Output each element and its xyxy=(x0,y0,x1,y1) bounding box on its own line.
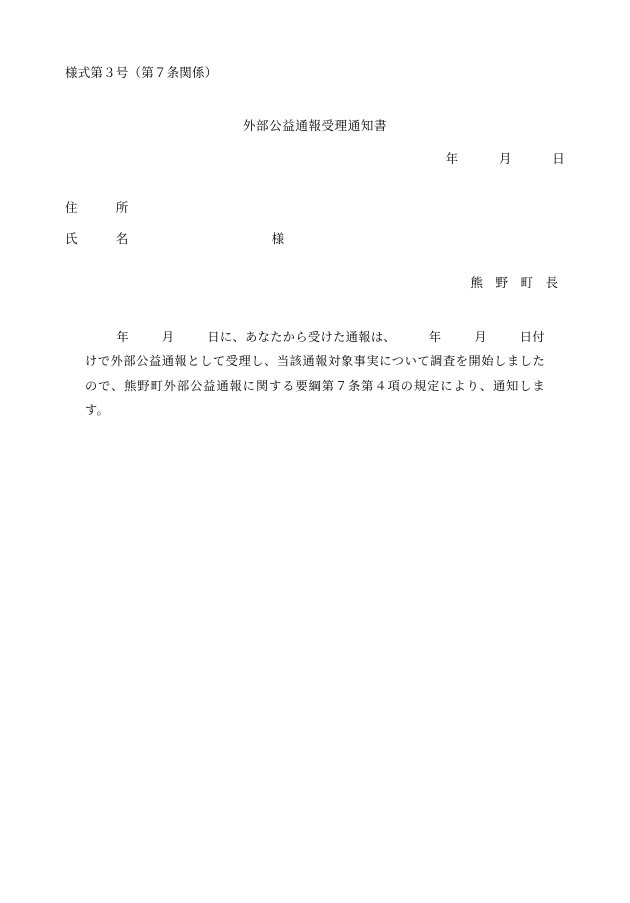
name-row xyxy=(65,229,284,247)
issuer-title: 熊 野 町 長 xyxy=(470,276,558,290)
body-paragraph xyxy=(85,325,545,423)
form-number: 様式第３号（第７条関係） xyxy=(65,66,218,80)
body-segment-year-1: 年 xyxy=(116,330,130,344)
body-segment-month-1: 月 xyxy=(161,330,175,344)
address-label: 住 所 xyxy=(65,201,129,215)
body-segment-3: 日に、あなたから受けた通報は、 xyxy=(207,330,396,344)
body-segment-month-2: 月 xyxy=(474,330,487,344)
date-day-label: 日 xyxy=(552,152,565,166)
name-honorific: 様 xyxy=(271,232,285,246)
name-label: 氏 名 xyxy=(65,232,129,246)
document-title: 外部公益通報受理通知書 xyxy=(242,119,388,133)
date-year-label: 年 xyxy=(445,152,459,166)
body-segment-6: 日付けで外部公益通報として受理し、当該通報対象事実について調査を開始しましたので、熊野町外部公益通報に関する要綱第７条第４項の規定により、通知します。 xyxy=(85,330,545,418)
body-segment-year-2: 年 xyxy=(428,330,442,344)
address-row xyxy=(65,198,129,216)
date-month-label: 月 xyxy=(498,152,512,166)
date-line xyxy=(446,149,565,167)
